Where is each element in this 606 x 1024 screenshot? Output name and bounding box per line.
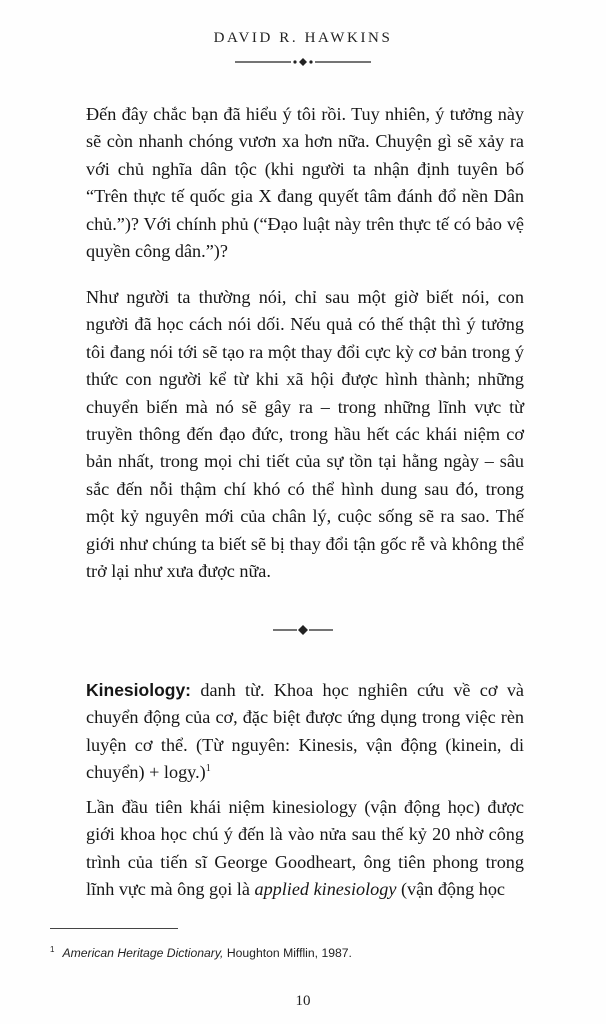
section-divider-icon <box>271 624 335 636</box>
footnote-rule <box>50 928 178 929</box>
footnote-marker: 1 <box>50 944 55 954</box>
footnote <box>50 946 530 960</box>
paragraph-4-start: Lần đầu tiên khái niệm kinesiology (vận động học) được giới khoa học chú ý đến là vào nửa sau thế kỷ 20 nhờ công trình của tiến sĩ George Goodheart, ông tiên phong trong lĩnh vực mà ông gọi là <box>86 797 524 900</box>
header-ornament-icon <box>233 57 373 67</box>
applied-kinesiology-term: applied kinesiology <box>254 879 397 900</box>
definition-paragraph <box>86 677 524 787</box>
page-number: 10 <box>295 993 311 1009</box>
paragraph-4-end: (vận động học <box>396 879 505 900</box>
running-head: DAVID R. HAWKINS <box>213 30 393 46</box>
footnote-reference[interactable]: 1 <box>205 763 211 775</box>
paragraph-2: Như người ta thường nói, chỉ sau một giờ biết nói, con người đã học cách nói dối. Nếu quả có thế thật thì ý tưởng tôi đang nói tới sẽ tạo ra một thay đổi cực kỳ cơ bản trong ý thức con người kể từ khi xã hội được hình thành; những chuyển biến mà nó sẽ gây ra – trong những lĩnh vực từ truyền thông đến đạo đức, trong hầu hết các khái niệm cơ bản nhất, trong mọi chi tiết của sự tồn tại hằng ngày – sâu sắc đến nỗi thậm chí khó có thể hình dung sau đó, trong một kỷ nguyên mới của chân lý, cuộc sống sẽ ra sao. Thế giới như chúng ta biết sẽ bị thay đổi tận gốc rễ và không thể trở lại như xưa được nữa. <box>86 287 524 582</box>
paragraph-4 <box>86 794 524 904</box>
definition-text: danh từ. Khoa học nghiên cứu về cơ và chuyển động của cơ, đặc biệt được ứng dụng trong việc rèn luyện cơ thể. (Từ nguyên: Kinesis, vận động (kinein, di chuyển) + logy.) <box>86 680 524 783</box>
footnote-source-title: American Heritage Dictionary, <box>62 946 224 960</box>
paragraph-1: Đến đây chắc bạn đã hiểu ý tôi rồi. Tuy nhiên, ý tưởng này sẽ còn nhanh chóng vươn xa hơn nữa. Chuyện gì sẽ xảy ra với chủ nghĩa dân tộc (khi người ta nhận định tuyên bố “Trên thực tế quốc gia X đang quyết tâm đánh đổ nền Dân chủ.”)? Với chính phủ (“Đạo luật này trên thực tế có bảo vệ quyền công dân.”)? <box>86 104 524 262</box>
footnote-source-rest: Houghton Mifflin, 1987. <box>223 946 352 960</box>
definition-term: Kinesiology: <box>86 680 192 700</box>
